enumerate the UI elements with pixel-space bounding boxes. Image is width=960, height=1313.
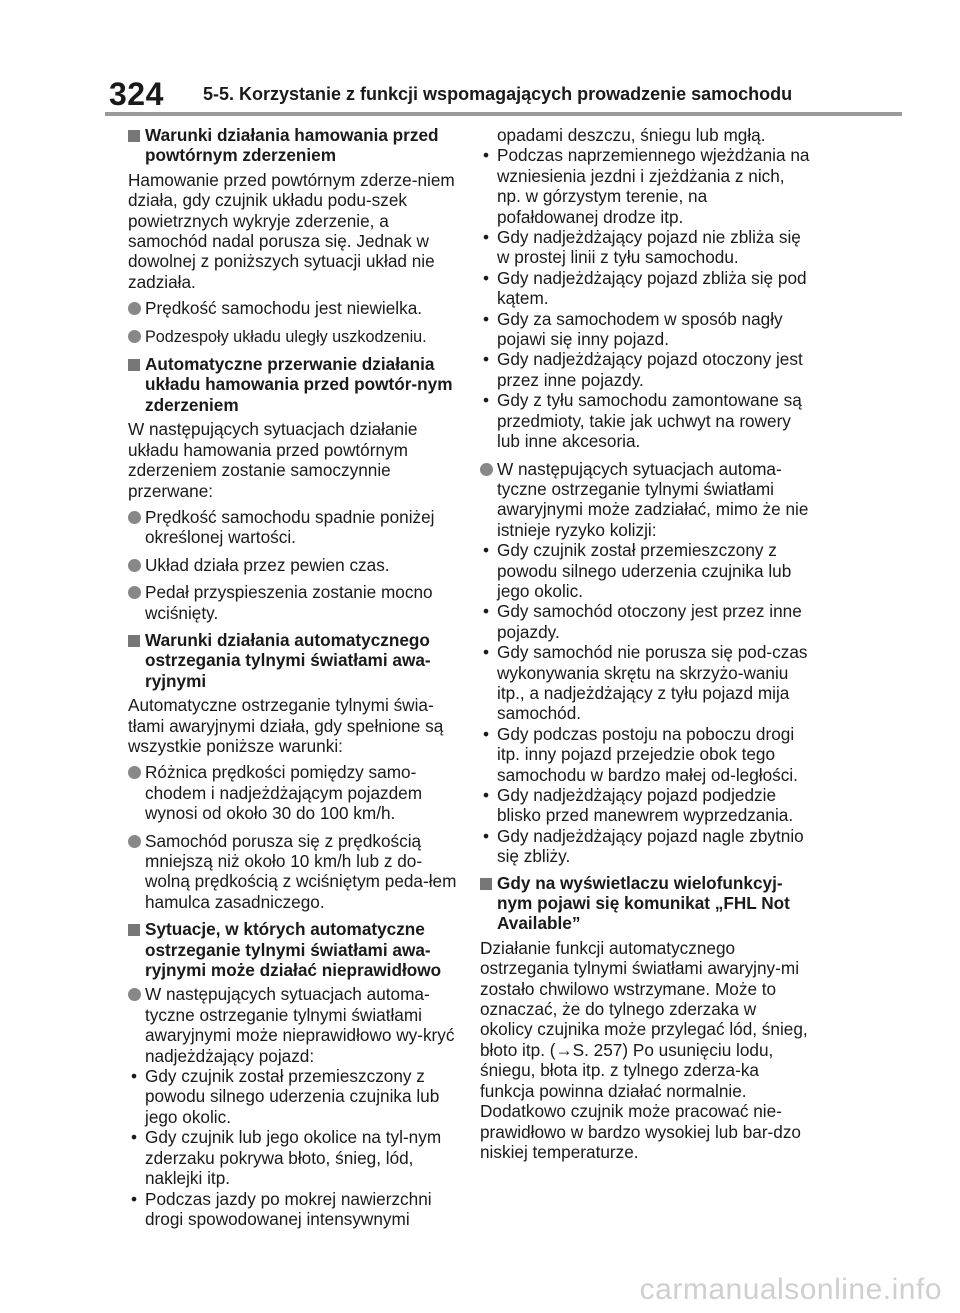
square-bullet-icon bbox=[128, 924, 140, 936]
section-heading: Sytuacje, w których automatyczne ostrzeganie tylnymi światłami awa-ryjnymi może działać nieprawidłowo bbox=[128, 919, 458, 980]
dash-item: • Gdy nadjeżdżający pojazd zbliża się pod kątem. bbox=[483, 267, 807, 309]
section-heading: Warunki działania hamowania przed powtórnym zderzeniem bbox=[128, 125, 458, 166]
bullet-item: Samochód porusza się z prędkością mniejszą niż około 10 km/h lub z do-wolną prędkością z wciśniętym peda-łem hamulca zasadniczego. bbox=[128, 831, 458, 913]
square-bullet-icon bbox=[128, 635, 140, 647]
bullet-item: Pedał przyspieszenia zostanie mocno wciśnięty. bbox=[128, 582, 458, 623]
dash-item-continuation: opadami deszczu, śniegu lub mgłą. bbox=[497, 125, 766, 145]
bullet-item: Podzespoły układu uległy uszkodzeniu. bbox=[128, 326, 458, 347]
square-bullet-icon bbox=[128, 359, 140, 371]
circle-bullet-icon bbox=[128, 835, 141, 848]
bullet-item: Układ działa przez pewien czas. bbox=[128, 555, 458, 575]
dash-item: • Gdy czujnik został przemieszczony z powodu silnego uderzenia czujnika lub jego okolic. bbox=[483, 540, 792, 601]
dash-item: • Podczas jazdy po mokrej nawierzchni drogi spowodowanej intensywnymi bbox=[131, 1188, 432, 1229]
square-bullet-icon bbox=[128, 130, 140, 142]
dash-item: • Gdy nadjeżdżający pojazd nagle zbytnio się zbliży. bbox=[483, 825, 804, 867]
dash-item: • Gdy samochód otoczony jest przez inne pojazdy. bbox=[483, 601, 802, 642]
bullet-item: W następujących sytuacjach automa-tyczne ostrzeganie tylnymi światłami awaryjnymi może zadziałać, mimo że nie istnieje ryzyko kolizji: bbox=[480, 459, 810, 541]
section-heading: Gdy na wyświetlaczu wielofunkcyj-nym pojawi się komunikat „FHL Not Available” bbox=[480, 873, 810, 934]
bullet-item: Prędkość samochodu spadnie poniżej określonej wartości. bbox=[128, 507, 458, 548]
circle-bullet-icon bbox=[128, 559, 141, 572]
section-heading: Warunki działania automatycznego ostrzegania tylnymi światłami awa-ryjnymi bbox=[128, 630, 458, 691]
dash-item: • Gdy nadjeżdżający pojazd otoczony jest przez inne pojazdy. bbox=[483, 349, 803, 390]
section-heading: Automatyczne przerwanie działania układu hamowania przed powtór-nym zderzeniem bbox=[128, 354, 458, 415]
dash-item: • Podczas naprzemiennego wjeżdżania na wzniesienia jezdni i zjeżdżania z nich, np. w górzystym terenie, na pofałdowanej drodze itp. bbox=[483, 145, 810, 227]
dash-item: • Gdy czujnik lub jego okolice na tyl-nym zderzaku pokrywa błoto, śnieg, lód, naklejki itp. bbox=[131, 1127, 442, 1189]
circle-bullet-icon bbox=[128, 766, 141, 779]
dash-item: • Gdy podczas postoju na poboczu drogi itp. inny pojazd przejedzie obok tego samochodu w bardzo małej od-ległości. bbox=[483, 723, 798, 785]
dash-item: • Gdy nadjeżdżający pojazd podjedzie blisko przed manewrem wyprzedzania. bbox=[483, 785, 794, 826]
circle-bullet-icon bbox=[128, 586, 141, 599]
circle-bullet-icon bbox=[128, 302, 141, 315]
page-number: 324 bbox=[109, 76, 164, 112]
paragraph: W następujących sytuacjach działanie układu hamowania przed powtórnym zderzeniem zostanie samoczynnie przerwane: bbox=[128, 419, 418, 501]
dash-item: • Gdy czujnik został przemieszczony z powodu silnego uderzenia czujnika lub jego okolic. bbox=[131, 1066, 440, 1127]
circle-bullet-icon bbox=[128, 988, 141, 1001]
dash-item: • Gdy nadjeżdżający pojazd nie zbliża się w prostej linii z tyłu samochodu. bbox=[483, 227, 801, 268]
right-column bbox=[480, 125, 810, 1168]
left-column bbox=[128, 125, 458, 1229]
circle-bullet-icon bbox=[480, 463, 493, 476]
dash-item: • Gdy samochód nie porusza się pod-czas wykonywania skrętu na skrzyżo-waniu itp., a nadjeżdżający z tyłu pojazd mija samochód. bbox=[483, 642, 808, 724]
circle-bullet-icon bbox=[128, 511, 141, 524]
paragraph: Hamowanie przed powtórnym zderze-niem działa, gdy czujnik układu podu-szek powietrznych wykryje zderzenie, a samochód nadal porusza się. Jednak w dowolnej z poniższych sytuacji układ nie zadziała. bbox=[128, 169, 455, 292]
header-rule bbox=[105, 112, 902, 116]
bullet-item: W następujących sytuacjach automa-tyczne ostrzeganie tylnymi światłami awaryjnymi może nieprawidłowo wy-kryć nadjeżdżający pojazd: bbox=[128, 984, 458, 1066]
bullet-item: Różnica prędkości pomiędzy samo-chodem i nadjeżdżającym pojazdem wynosi od około 30 do 100 km/h. bbox=[128, 762, 458, 823]
square-bullet-icon bbox=[480, 878, 492, 890]
watermark: carmanualsonline.info bbox=[639, 1273, 942, 1306]
circle-bullet-icon bbox=[128, 330, 141, 343]
dash-item: • Gdy z tyłu samochodu zamontowane są przedmioty, takie jak uchwyt na rowery lub inne akcesoria. bbox=[483, 390, 802, 452]
paragraph: Automatyczne ostrzeganie tylnymi świa-tłami awaryjnymi działa, gdy spełnione są wszystkie poniższe warunki: bbox=[128, 695, 444, 756]
paragraph: Działanie funkcji automatycznego ostrzegania tylnymi światłami awaryjny-mi zostało chwilowo wstrzymane. Może to oznaczać, że do tylnego zderzaka w okolicy czujnika może przylegać lód, śnieg, błoto itp. (→S. 257) Po usunięciu lodu, śniegu, błota itp. z tylnego zderza-ka funkcja powinna działać normalnie. Dodatkowo czujnik może pracować nie-prawidłowo w bardzo wysokiej lub bar-dzo niskiej temperaturze. bbox=[480, 937, 808, 1162]
bullet-item: Prędkość samochodu jest niewielka. bbox=[128, 298, 458, 318]
dash-item: • Gdy za samochodem w sposób nagły pojawi się inny pojazd. bbox=[483, 308, 783, 350]
page-title: 5-5. Korzystanie z funkcji wspomagających prowadzenie samochodu bbox=[203, 84, 793, 104]
page-header bbox=[105, 72, 902, 116]
